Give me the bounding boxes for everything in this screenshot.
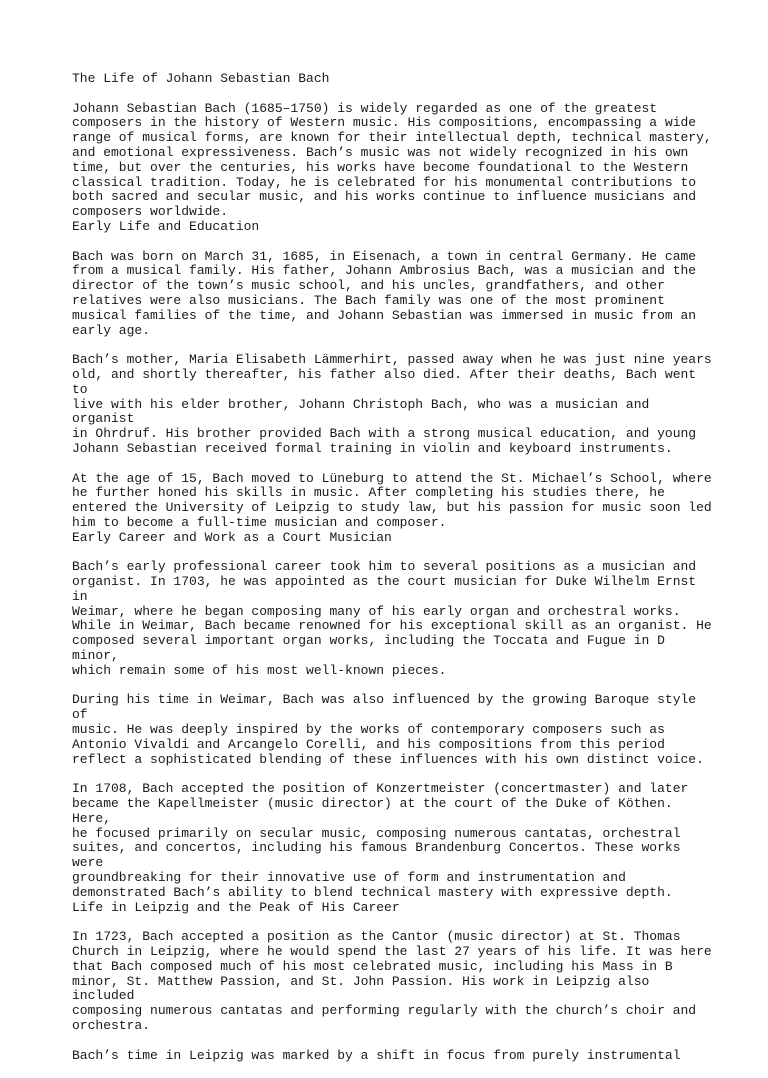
body-paragraph: Bach was born on March 31, 1685, in Eisenach, a town in central Germany. He came from a musical family. His father, Johann Ambrosius Bach, was a musician and the director of the town’s music school, and his uncles, grandfathers, and other relatives were also musicians. The Bach family was one of the most prominent musical families of the time, and Johann Sebastian was immersed in music from an early age. bbox=[72, 248, 697, 338]
body-paragraph: Bach’s early professional career took him to several positions as a musician and organist. In 1703, he was appointed as the court musician for Duke Wilhelm Ernst in Weimar, where he began composing many of his early organ and orchestral works. While in Weimar, Bach became renowned for his exceptional skill as an organist. He composed several important organ works, including the Toccata and Fugue in D minor, which remain some of his most well-known pieces. bbox=[72, 559, 712, 678]
intro-paragraph: Johann Sebastian Bach (1685–1750) is widely regarded as one of the greatest composers in the history of Western music. His compositions, encompassing a wide range of musical forms, are known for their intellectual depth, technical mastery, and emotional expressiveness. Bach’s music was not widely recognized in his own time, but over the centuries, his works have become foundational to the Western classical tradition. Today, he is celebrated for his monumental contributions to both sacred and secular music, and his works continue to influence musicians and composers worldwide. bbox=[72, 100, 712, 220]
section-heading-leipzig: Life in Leipzig and the Peak of His Career bbox=[72, 899, 400, 915]
section-heading-early-career: Early Career and Work as a Court Musician bbox=[72, 529, 392, 545]
document-page bbox=[72, 72, 712, 1078]
section-heading-early-life: Early Life and Education bbox=[72, 218, 260, 234]
body-paragraph: At the age of 15, Bach moved to Lüneburg to attend the St. Michael’s School, where he further honed his skills in music. After completing his studies there, he entered the University of Leipzig to study law, but his passion for music soon led him to become a full-time musician and composer. bbox=[72, 470, 712, 530]
body-paragraph: During his time in Weimar, Bach was also influenced by the growing Baroque style of music. He was deeply inspired by the works of contemporary composers such as Antonio Vivaldi and Arcangelo Corelli, and his compositions from this period reflect a sophisticated blending of these influences with his own distinct voice. bbox=[72, 692, 704, 767]
body-paragraph: In 1708, Bach accepted the position of Konzertmeister (concertmaster) and later became the Kapellmeister (music director) at the court of the Duke of Köthen. Here, he focused primarily on secular music, composing numerous cantatas, orchestral suites, and concertos, including his famous Brandenburg Concertos. These works were groundbreaking for their innovative use of form and instrumentation and demonstrated Bach’s ability to blend technical mastery with expressive depth. bbox=[72, 781, 689, 900]
document-title: The Life of Johann Sebastian Bach bbox=[72, 71, 330, 86]
body-paragraph: Bach’s time in Leipzig was marked by a shift in focus from purely instrumental bbox=[72, 1047, 681, 1063]
body-paragraph: In 1723, Bach accepted a position as the Cantor (music director) at St. Thomas Church in Leipzig, where he would spend the last 27 years of his life. It was here that Bach composed much of his most celebrated music, including his Mass in B minor, St. Matthew Passion, and St. John Passion. His work in Leipzig also included composing numerous cantatas and performing regularly with the church’s choir and orchestra. bbox=[72, 929, 712, 1033]
body-paragraph: Bach’s mother, Maria Elisabeth Lämmerhirt, passed away when he was just nine years old, and shortly thereafter, his father also died. After their deaths, Bach went to live with his elder brother, Johann Christoph Bach, who was a musician and organist in Ohrdruf. His brother provided Bach with a strong musical education, and young Johann Sebastian received formal training in violin and keyboard instruments. bbox=[72, 352, 712, 456]
